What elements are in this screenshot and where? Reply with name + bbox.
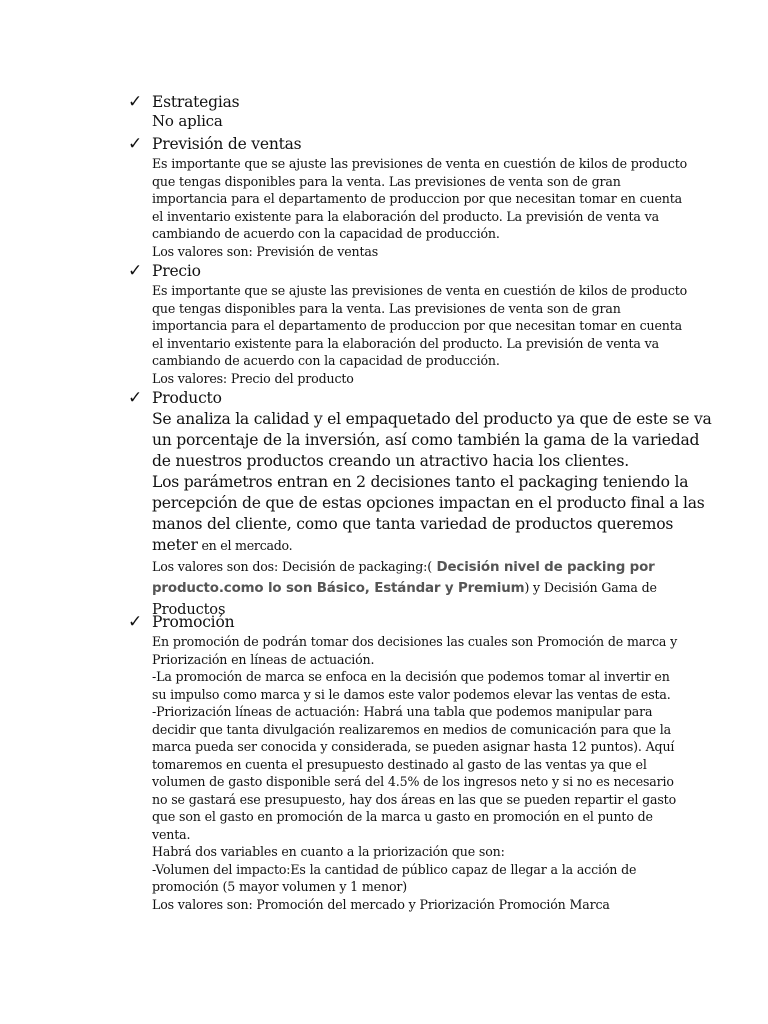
body-line: marca pueda ser conocida y considerada, se pueden asignar hasta 12 puntos). Aquí <box>152 739 675 754</box>
body-line: percepción de que de estas opciones impactan en el producto final a las <box>152 494 705 512</box>
body-text: y Decisión Gama de <box>529 580 657 595</box>
body-line: cambiando de acuerdo con la capacidad de producción. <box>152 226 500 241</box>
checkmark-icon: ✓ <box>128 92 143 112</box>
body-line: Los valores son: Previsión de ventas <box>152 243 379 259</box>
body-line: volumen de gasto disponible será del 4.5% de los ingresos neto y si no es necesario <box>152 774 674 789</box>
body-line: promoción (5 mayor volumen y 1 menor) <box>152 879 408 894</box>
highlight-text: producto.como lo son Básico, Estándar y Premium <box>152 581 525 596</box>
body-line: que son el gasto en promoción de la marca u gasto en promoción en el punto de <box>152 809 653 824</box>
body-text: en el mercado. <box>197 538 293 553</box>
body-line: Se analiza la calidad y el empaquetado del producto ya que de este se va <box>152 410 712 428</box>
body-line: manos del cliente, como que tanta variedad de productos queremos <box>152 515 674 533</box>
body-line: de nuestros productos creando un atractivo hacia los clientes. <box>152 452 629 470</box>
body-line: su impulso como marca y si le damos este valor podemos elevar las ventas de esta. <box>152 686 671 702</box>
body-text: meter <box>152 536 198 554</box>
section-promocion <box>0 612 768 913</box>
body-line: -Priorización líneas de actuación: Habrá una tabla que podemos manipular para <box>152 704 653 719</box>
body-line: el inventario existente para la elaboración del producto. La previsión de venta va <box>152 208 659 224</box>
body-line <box>152 535 662 556</box>
body-text: ) <box>524 580 530 595</box>
body-line: importancia para el departamento de produccion por que necesitan tomar en cuenta <box>152 318 683 333</box>
body-line: Es importante que se ajuste las previsiones de venta en cuestión de kilos de producto <box>152 283 688 298</box>
values-line <box>152 578 662 599</box>
body-line: decidir que tanta divulgación realizaremos en medios de comunicación para que la <box>152 721 671 737</box>
highlight-text: Decisión nivel de packing por <box>432 560 655 575</box>
body-line: En promoción de podrán tomar dos decisiones las cuales son Promoción de marca y <box>152 634 678 649</box>
checkmark-icon: ✓ <box>128 612 143 632</box>
section-estrategias <box>0 92 768 131</box>
body-line: cambiando de acuerdo con la capacidad de producción. <box>152 353 500 368</box>
checkmark-icon: ✓ <box>128 134 143 154</box>
section-prevision-de-ventas <box>0 134 768 260</box>
body-line: que tengas disponibles para la venta. Las previsiones de venta son de gran <box>152 300 621 316</box>
body-line: Habrá dos variables en cuanto a la priorización que son: <box>152 844 505 859</box>
checkmark-icon: ✓ <box>128 261 143 281</box>
body-line: tomaremos en cuenta el presupuesto destinado al gasto de las ventas ya que el <box>152 756 647 772</box>
body-line: que tengas disponibles para la venta. Las previsiones de venta son de gran <box>152 173 621 189</box>
body-line: Los valores son: Promoción del mercado y Priorización Promoción Marca <box>152 896 610 912</box>
body-line: Los parámetros entran en 2 decisiones tanto el packaging teniendo la <box>152 473 689 491</box>
body-line: Es importante que se ajuste las previsiones de venta en cuestión de kilos de producto <box>152 156 688 171</box>
section-heading: Producto <box>152 389 222 407</box>
body-line: venta. <box>152 826 191 842</box>
body-line: importancia para el departamento de produccion por que necesitan tomar en cuenta <box>152 191 683 206</box>
body-line: el inventario existente para la elaboración del producto. La previsión de venta va <box>152 335 659 351</box>
section-producto <box>0 388 768 620</box>
body-line: no se gastará ese presupuesto, hay dos áreas en las que se pueden repartir el gasto <box>152 791 677 807</box>
body-line: -Volumen del impacto:Es la cantidad de público capaz de llegar a la acción de <box>152 861 637 877</box>
section-precio <box>0 261 768 387</box>
body-line: Priorización en líneas de actuación. <box>152 651 375 667</box>
body-line: -La promoción de marca se enfoca en la decisión que podemos tomar al invertir en <box>152 669 670 684</box>
body-line: No aplica <box>152 112 223 130</box>
checkmark-icon: ✓ <box>128 388 143 408</box>
body-line: Productos <box>152 601 226 618</box>
body-text: Los valores son dos: Decisión de packaging:( <box>152 559 433 574</box>
body-line: un porcentaje de la inversión, así como también la gama de la variedad <box>152 431 700 449</box>
section-heading: Estrategias <box>152 93 240 111</box>
section-heading: Precio <box>152 262 201 280</box>
values-line <box>152 557 662 578</box>
section-heading: Previsión de ventas <box>152 135 302 153</box>
section-heading: Promoción <box>152 613 235 631</box>
body-line: Los valores: Precio del producto <box>152 370 354 386</box>
